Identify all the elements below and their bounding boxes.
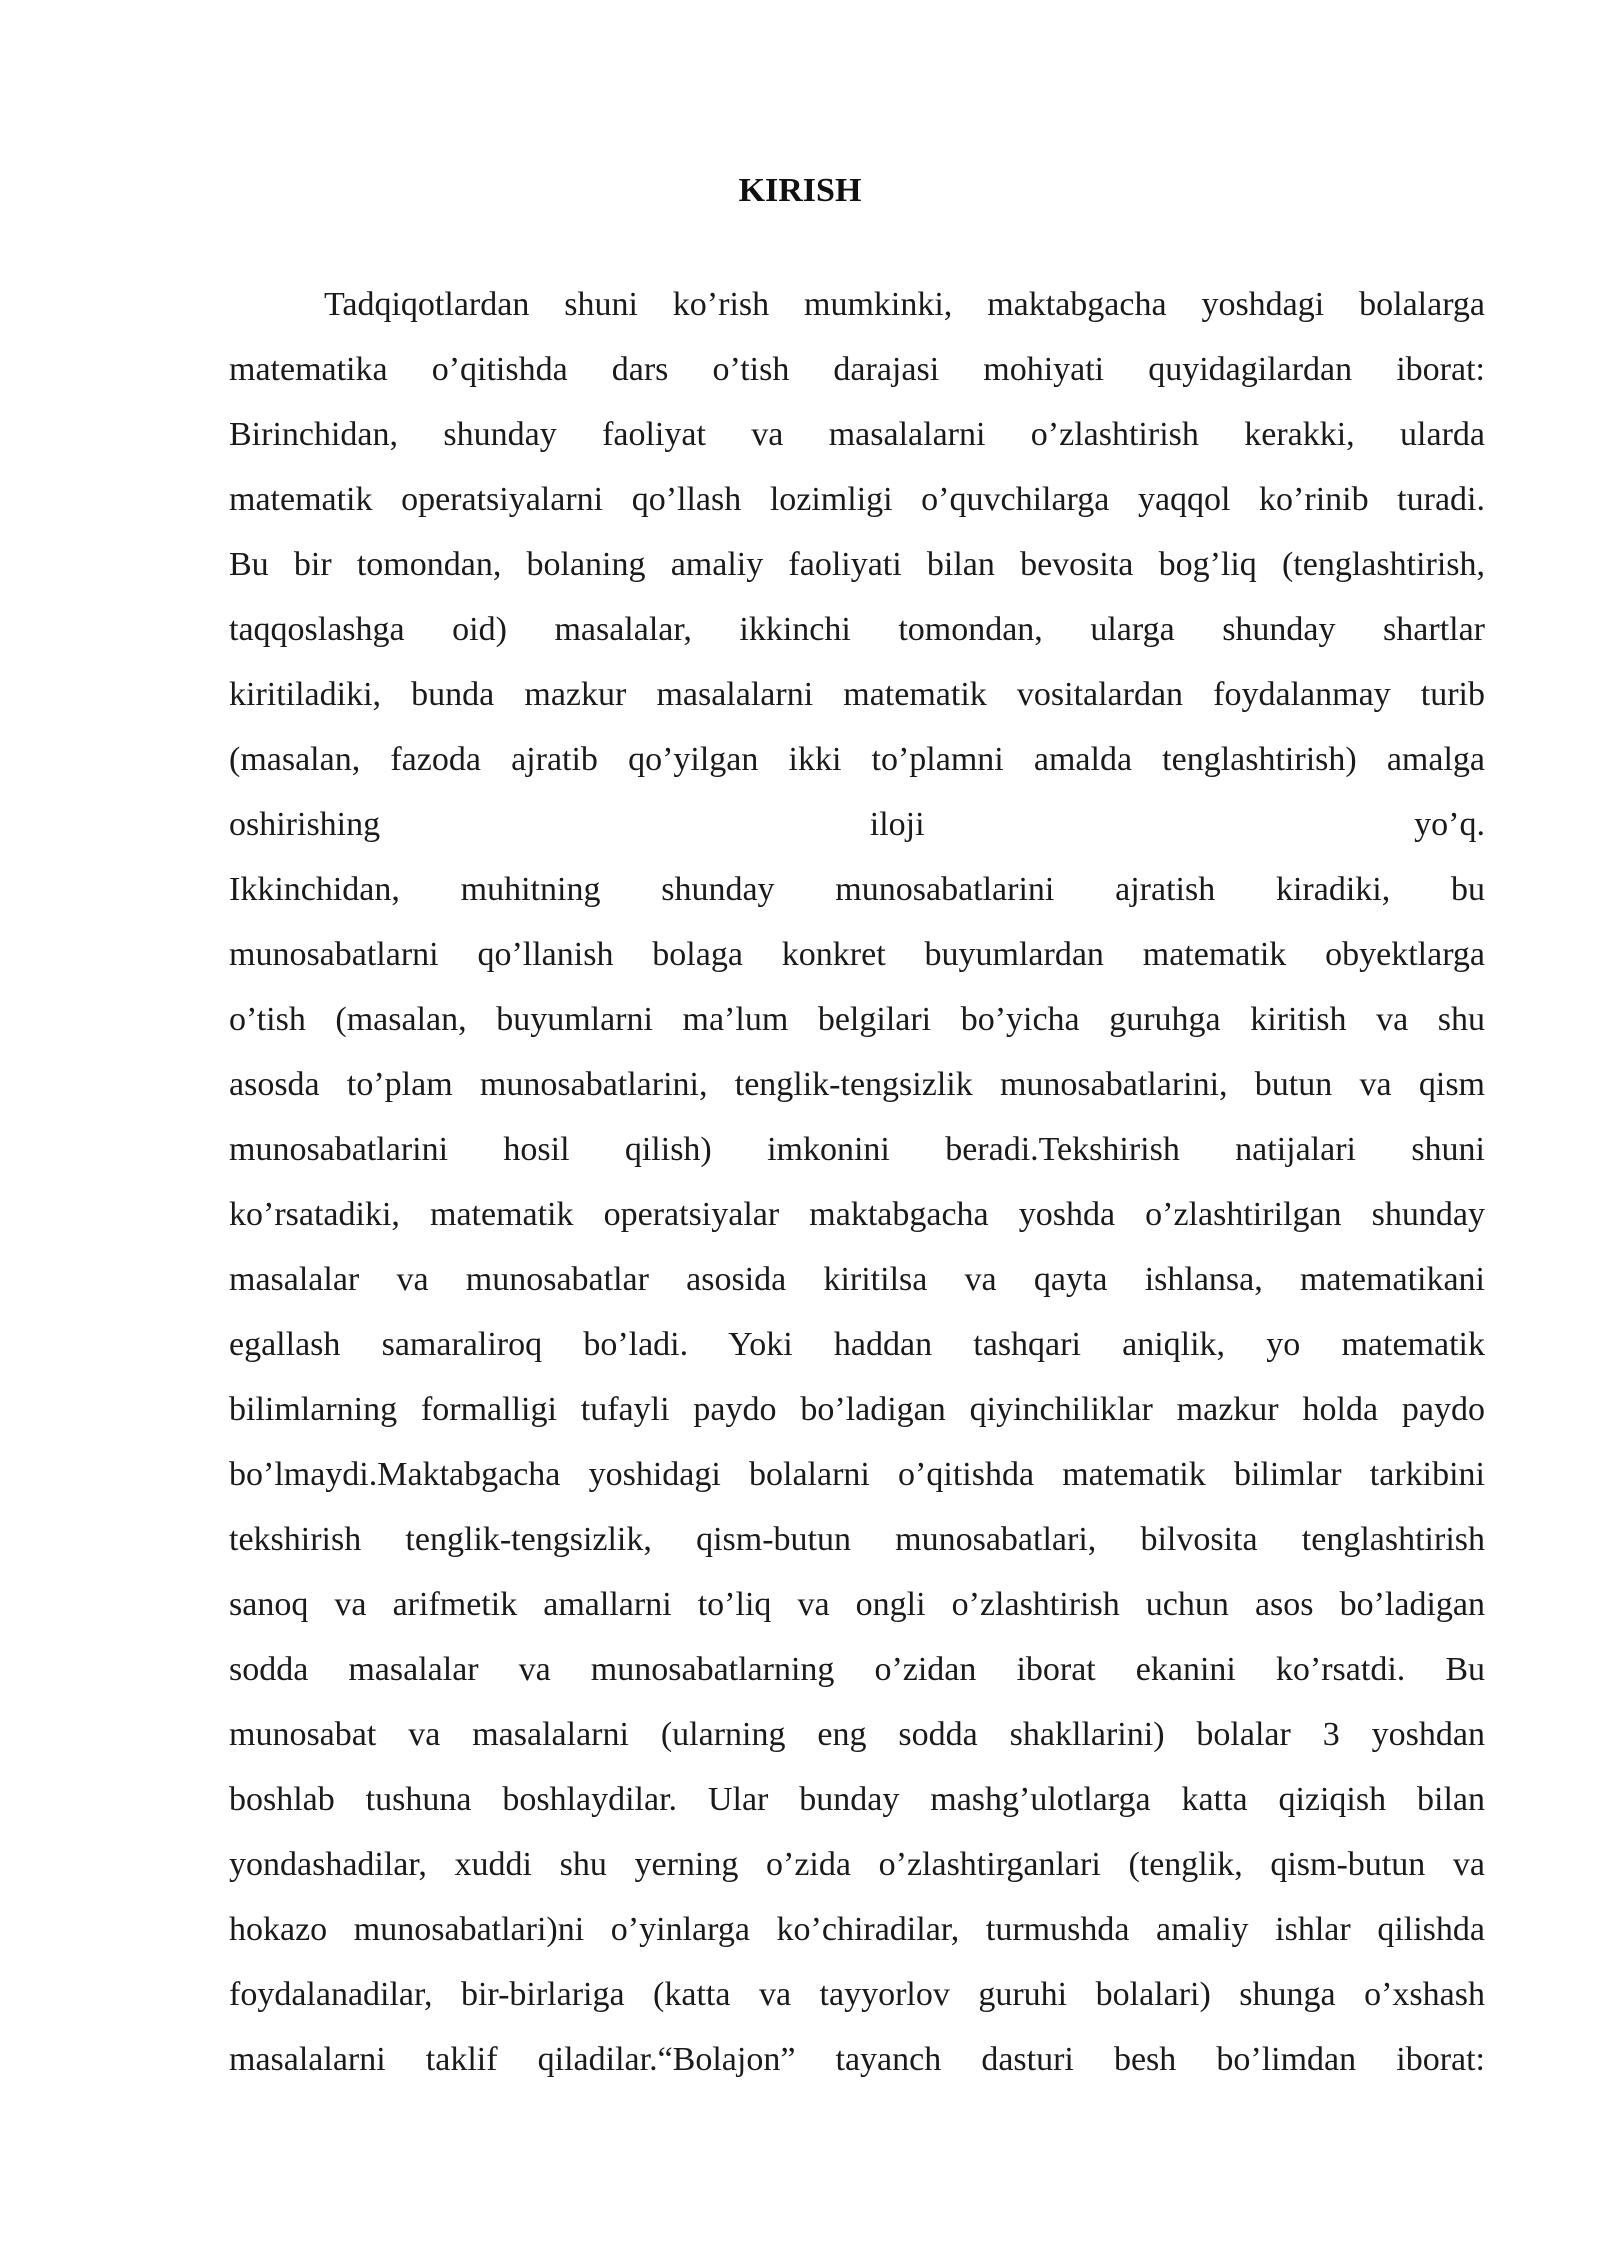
text-line: sodda masalalar va munosabatlarning o’zidan iborat ekanini ko’rsatdi. Bu [229,1651,1485,1688]
text-line: boshlab tushuna boshlaydilar. Ular bunday mashg’ulotlarga katta qiziqish bilan [229,1781,1485,1818]
text-line: egallash samaraliroq bo’ladi. Yoki haddan tashqari aniqlik, yo matematik [229,1326,1485,1363]
text-line: sanoq va arifmetik amallarni to’liq va ongli o’zlashtirish uchun asos bo’ladigan [229,1586,1485,1623]
text-line: Ikkinchidan, muhitning shunday munosabatlarini ajratish kiradiki, bu [229,871,1485,908]
text-line: Bu bir tomondan, bolaning amaliy faoliyati bilan bevosita bog’liq (tenglashtirish, [229,546,1485,583]
text-line: matematik operatsiyalarni qo’llash lozimligi o’quvchilarga yaqqol ko’rinib turadi. [229,481,1485,518]
text-line: taqqoslashga oid) masalalar, ikkinchi tomondan, ularga shunday shartlar [229,611,1485,648]
text-line: Tadqiqotlardan shuni ko’rish mumkinki, maktabgacha yoshdagi bolalarga [324,286,1485,323]
text-line: hokazo munosabatlari)ni o’yinlarga ko’chiradilar, turmushda amaliy ishlar qilishda [229,1911,1485,1948]
text-line: bilimlarning formalligi tufayli paydo bo’ladigan qiyinchiliklar mazkur holda paydo [229,1391,1485,1428]
text-line: foydalanadilar, bir-birlariga (katta va tayyorlov guruhi bolalari) shunga o’xshash [229,1976,1485,2013]
text-line: oshirishing iloji yo’q. [229,806,1485,843]
text-line: munosabatlarni qo’llanish bolaga konkret buyumlardan matematik obyektlarga [229,936,1485,973]
text-line: kiritiladiki, bunda mazkur masalalarni matematik vositalardan foydalanmay turib [229,676,1485,713]
text-line: tekshirish tenglik-tengsizlik, qism-butun munosabatlari, bilvosita tenglashtirish [229,1521,1485,1558]
text-line: asosda to’plam munosabatlarini, tenglik-tengsizlik munosabatlarini, butun va qism [229,1066,1485,1103]
text-line: o’tish (masalan, buyumlarni ma’lum belgilari bo’yicha guruhga kiritish va shu [229,1001,1485,1038]
text-line: Birinchidan, shunday faoliyat va masalalarni o’zlashtirish kerakki, ularda [229,416,1485,453]
body-paragraph [229,272,1485,2092]
text-line: ko’rsatadiki, matematik operatsiyalar maktabgacha yoshda o’zlashtirilgan shunday [229,1196,1485,1233]
text-line: matematika o’qitishda dars o’tish darajasi mohiyati quyidagilardan iborat: [229,351,1485,388]
text-line: yondashadilar, xuddi shu yerning o’zida o’zlashtirganlari (tenglik, qism-butun va [229,1846,1485,1883]
text-line: munosabatlarini hosil qilish) imkonini beradi.Tekshirish natijalari shuni [229,1131,1485,1168]
text-line: bo’lmaydi.Maktabgacha yoshidagi bolalarni o’qitishda matematik bilimlar tarkibini [229,1456,1485,1493]
page-title: KIRISH [738,172,862,209]
text-line: masalalarni taklif qiladilar.“Bolajon” tayanch dasturi besh bo’limdan iborat: [229,2041,1485,2078]
text-line: munosabat va masalalarni (ularning eng sodda shakllarini) bolalar 3 yoshdan [229,1716,1485,1753]
text-line: (masalan, fazoda ajratib qo’yilgan ikki to’plamni amalda tenglashtirish) amalga [229,741,1485,778]
text-line: masalalar va munosabatlar asosida kiritilsa va qayta ishlansa, matematikani [229,1261,1485,1298]
